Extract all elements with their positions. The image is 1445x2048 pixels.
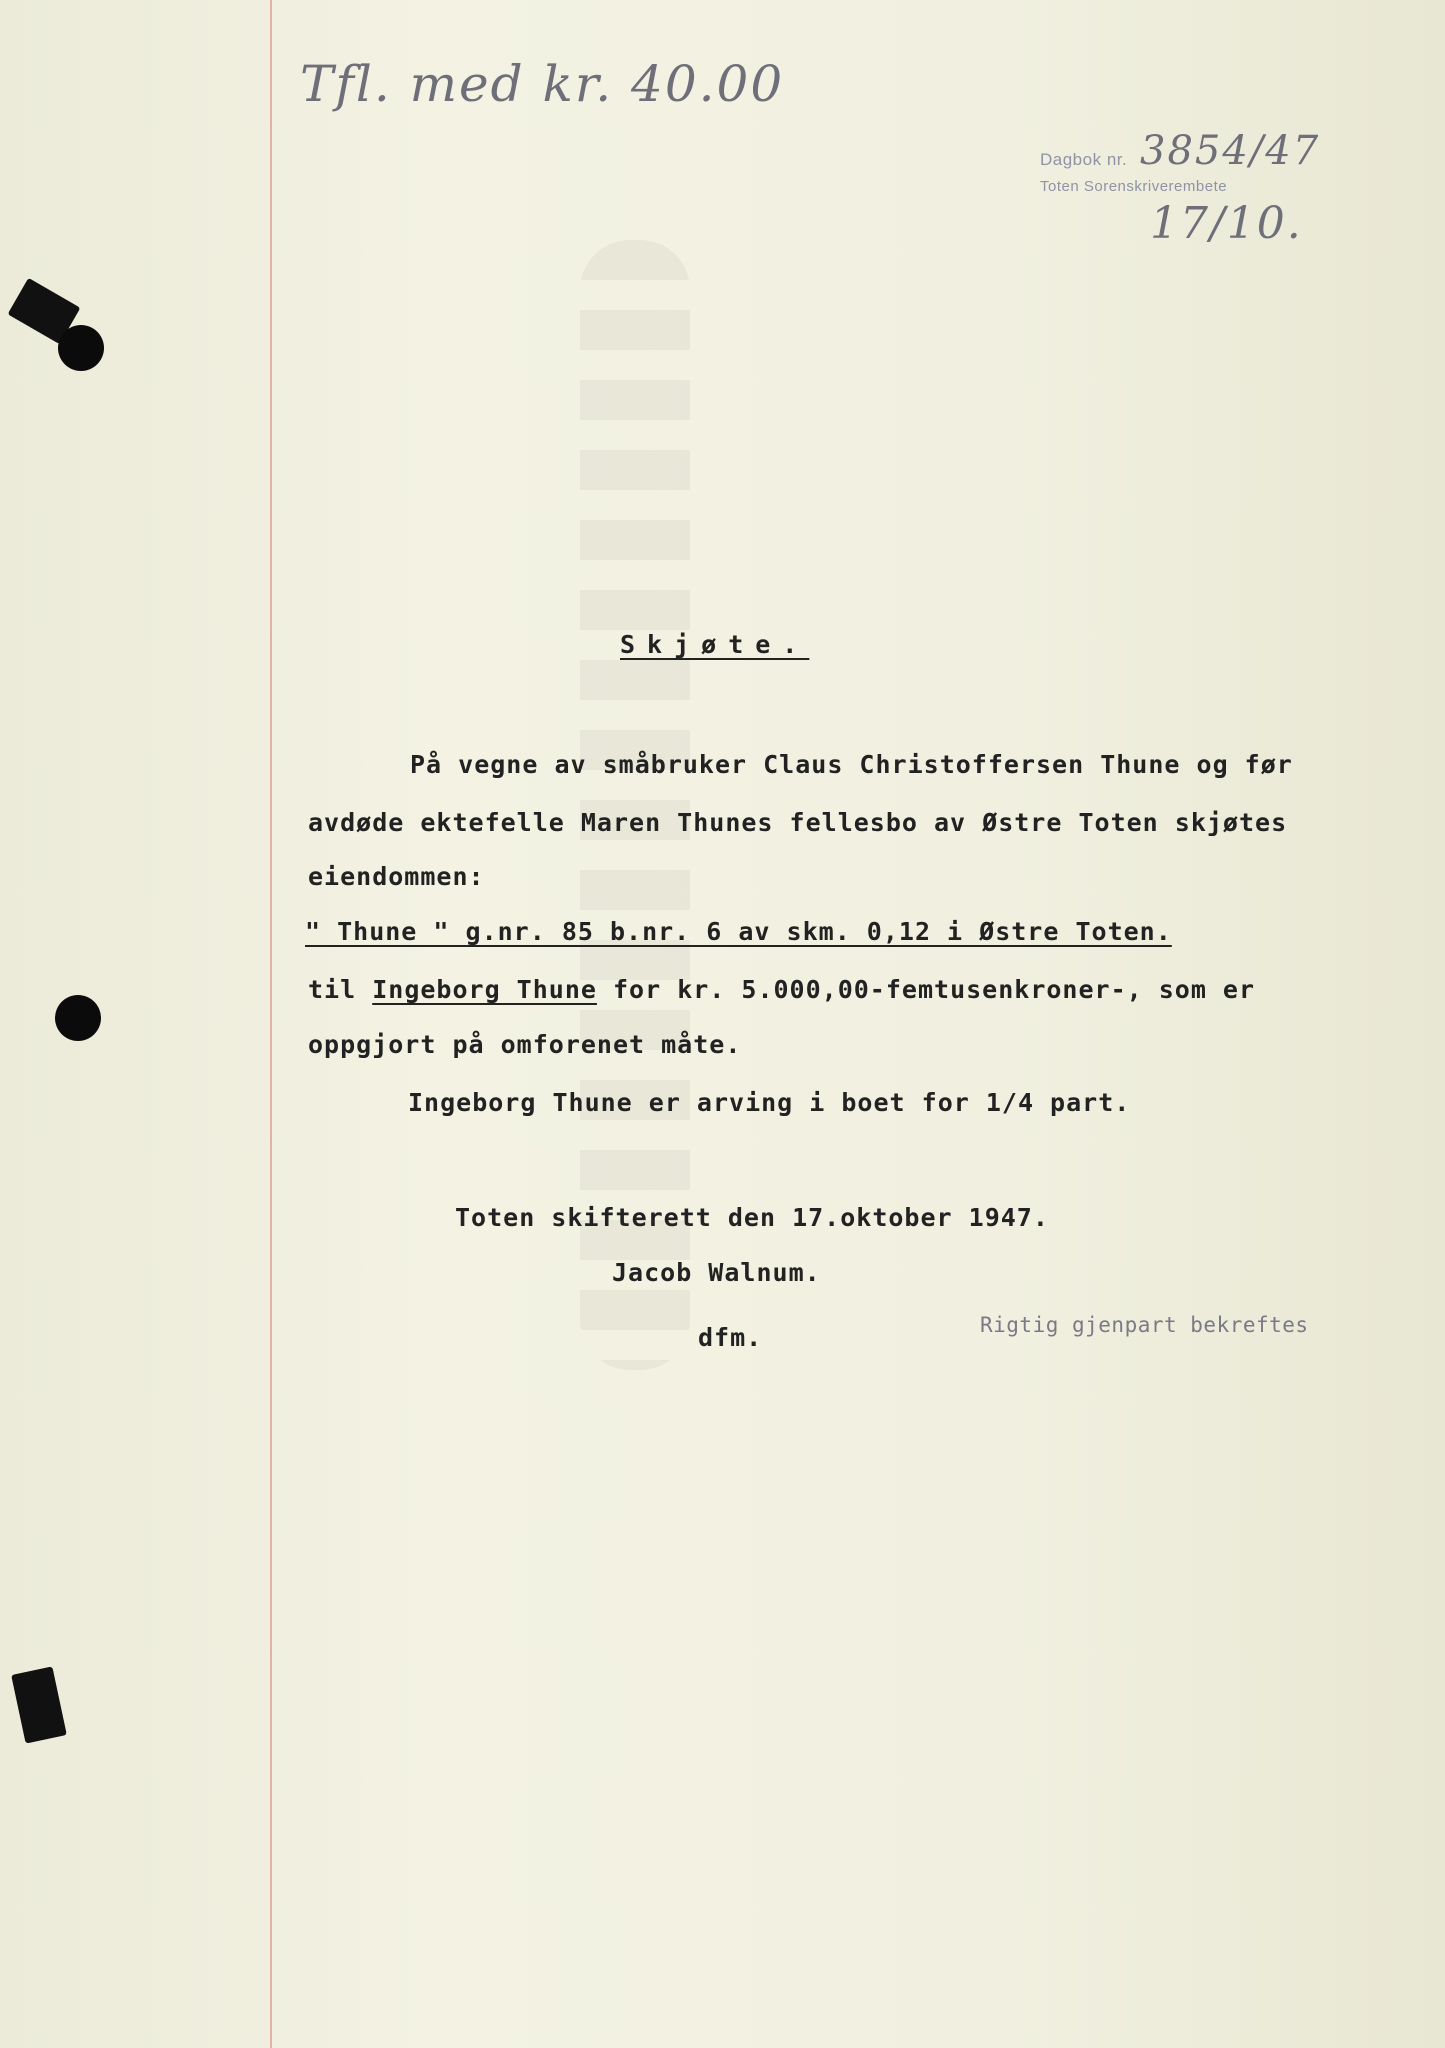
punch-hole-middle bbox=[55, 995, 101, 1041]
signatory-title: dfm. bbox=[698, 1323, 763, 1352]
handwritten-fee-note: Tfl. med kr. 40.00 bbox=[300, 55, 785, 113]
binding-clip-mark-lower bbox=[11, 1666, 67, 1743]
buyer-prefix: til bbox=[308, 975, 373, 1004]
watermark bbox=[580, 240, 690, 1370]
paragraph3: Ingeborg Thune er arving i boet for 1/4 part. bbox=[408, 1088, 1131, 1117]
paragraph2-line2: oppgjort på omforenet måte. bbox=[308, 1030, 742, 1059]
stamp-dagbok-number: 3854/47 bbox=[1140, 128, 1321, 174]
margin-line bbox=[270, 0, 272, 2048]
document-title: Skjøte. bbox=[620, 630, 810, 659]
paragraph1-line1: På vegne av småbruker Claus Christoffersen Thune og før bbox=[410, 750, 1293, 779]
buyer-line bbox=[308, 975, 1255, 1004]
place-and-date: Toten skifterett den 17.oktober 1947. bbox=[455, 1203, 1049, 1232]
stamp-dagbok-label: Dagbok nr. bbox=[1040, 150, 1128, 169]
buyer-suffix: for kr. 5.000,00-femtusenkroner-, som er bbox=[596, 975, 1256, 1004]
signatory-name: Jacob Walnum. bbox=[612, 1258, 821, 1287]
buyer-name: Ingeborg Thune bbox=[372, 975, 597, 1004]
stamp-date: 17/10. bbox=[1150, 198, 1303, 249]
paragraph1-line3: eiendommen: bbox=[308, 862, 485, 891]
certification-stamp: Rigtig gjenpart bekreftes bbox=[980, 1313, 1309, 1337]
paragraph1-line2: avdøde ektefelle Maren Thunes fellesbo av Østre Toten skjøtes bbox=[308, 808, 1288, 837]
stamp-office-name: Toten Sorenskriverembete bbox=[1040, 178, 1228, 195]
punch-hole-top bbox=[58, 325, 104, 371]
property-description: " Thune " g.nr. 85 b.nr. 6 av skm. 0,12 i Østre Toten. bbox=[305, 917, 1172, 946]
